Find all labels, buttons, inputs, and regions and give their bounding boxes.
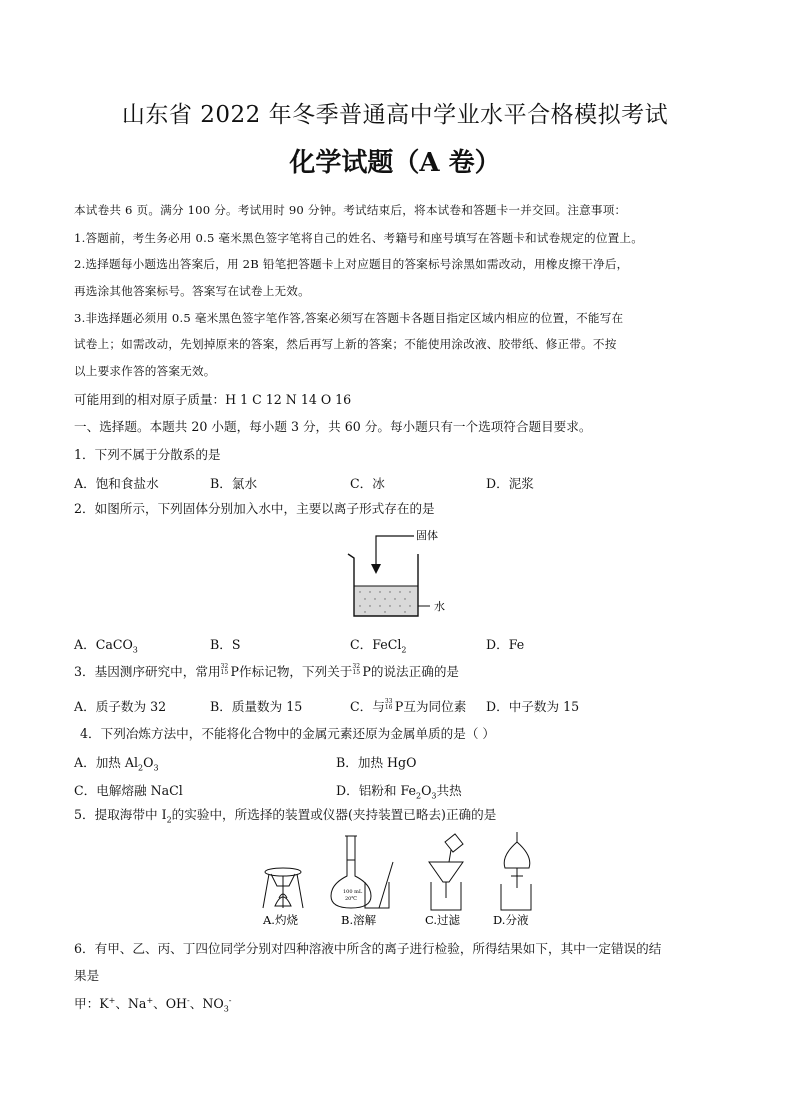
q3-stem: 3．基因测序研究中，常用 32 15 P作标记物，下列关于 32 15 P的说法正确的是 — [74, 663, 460, 679]
q4-option-b[interactable]: B．加热 HgO — [336, 755, 417, 770]
q4-options-row-2 — [74, 780, 734, 801]
flask-temperature-label: 20℃ — [345, 896, 357, 902]
isotope-notation: 33 16 — [384, 698, 393, 711]
isotope-notation: 32 15 — [352, 663, 361, 676]
notice-item-3-line-1: 3.非选择题必须用 0.5 毫米黑色签字笔作答,答案必须写在答题卡各题目指定区域内相应的位置，不能写在 — [74, 311, 624, 325]
q6-stem-line-1: 6．有甲、乙、丙、丁四位同学分别对四种溶液中所含的离子进行检验，所得结果如下，其中一定错误的结 — [74, 941, 662, 956]
q1-option-c[interactable]: C．冰 — [350, 476, 385, 491]
separatory-apparatus — [501, 832, 531, 910]
arrow-line — [376, 536, 414, 568]
beaker-figure — [340, 524, 480, 630]
q1-stem: 1．下列不属于分散系的是 — [74, 447, 221, 462]
figure-label-solid: 固体 — [416, 529, 438, 542]
notice-intro: 本试卷共 6 页。满分 100 分。考试用时 90 分钟。考试结束后，将本试卷和答题卡一并交回。注意事项： — [74, 203, 627, 217]
q2-options — [74, 634, 734, 655]
isotope-notation: 32 15 — [220, 663, 229, 676]
notice-item-2-line-1: 2.选择题每小题选出答案后，用 2B 铅笔把答题卡上对应题目的答案标号涂黑如需改动，用橡皮擦干净后， — [74, 257, 629, 271]
q4-option-d[interactable]: D．铝粉和 $Fe_2O_3$共热 — [336, 783, 462, 801]
water-fill — [354, 586, 418, 616]
notice-item-2-line-2: 再选涂其他答案标号。答案写在试卷上无效。 — [74, 284, 310, 298]
q2-option-d[interactable]: D．Fe — [486, 637, 525, 652]
q3-option-b[interactable]: B．质量数为 15 — [210, 699, 303, 714]
burning-apparatus — [263, 868, 303, 908]
caption-a: A.灼烧 — [263, 913, 298, 927]
dissolving-apparatus — [331, 836, 393, 908]
q4-option-c[interactable]: C．电解熔融 NaCl — [74, 783, 183, 798]
atomic-masses: 可能用到的相对原子质量：H 1 C 12 N 14 O 16 — [74, 392, 352, 407]
q6-stem-line-2: 果是 — [74, 968, 100, 983]
q3-option-d[interactable]: D．中子数为 15 — [486, 699, 580, 714]
q3-options — [74, 696, 734, 714]
section-1-heading: 一、选择题。本题共 20 小题，每小题 3 分，共 60 分。每小题只有一个选项符合题目要求。 — [74, 419, 592, 434]
q2-stem: 2．如图所示，下列固体分别加入水中，主要以离子形式存在的是 — [74, 501, 435, 516]
q2-option-a[interactable]: A．CaCO$_3$ — [74, 637, 138, 655]
q4-options-row-1 — [74, 752, 734, 773]
q5-stem: 5．提取海带中 $I_2$的实验中，所选择的装置或仪器(夹持装置已略去)正确的是 — [74, 807, 497, 825]
notice-item-3-line-3: 以上要求作答的答案无效。 — [74, 364, 216, 378]
q1-options — [74, 473, 734, 491]
q1-option-b[interactable]: B．氯水 — [210, 476, 258, 491]
q6-result-jia: 甲：K+、Na+、OH-、$NO_3^-$ — [74, 996, 232, 1014]
apparatus-figure — [255, 832, 535, 930]
q1-option-a[interactable]: A．饱和食盐水 — [74, 476, 159, 491]
notice-item-3-line-2: 试卷上；如需改动，先划掉原来的答案，然后再写上新的答案；不能使用涂改液、胶带纸、修正带。不按 — [74, 337, 617, 351]
q4-stem: 4．下列冶炼方法中，不能将化合物中的金属元素还原为金属单质的是（ ） — [80, 726, 496, 741]
q2-option-c[interactable]: C．FeCl$_2$ — [350, 637, 407, 655]
filtration-apparatus — [429, 834, 463, 910]
q1-option-d[interactable]: D．泥浆 — [486, 476, 534, 491]
q3-option-c[interactable]: C．与 33 16 P互为同位素 — [350, 698, 467, 714]
arrow-head — [371, 564, 381, 574]
exam-title: 山东省 2022 年冬季普通高中学业水平合格模拟考试 — [121, 102, 669, 128]
flask-volume-label: 100 mL — [343, 889, 363, 895]
q2-option-b[interactable]: B．S — [210, 637, 241, 652]
q4-option-a[interactable]: A．加热 $Al_2O_3$ — [74, 755, 159, 773]
exam-subtitle: 化学试题（A 卷） — [289, 148, 501, 178]
q3-option-a[interactable]: A．质子数为 32 — [74, 699, 167, 714]
caption-b: B.溶解 — [341, 913, 377, 927]
caption-c: C.过滤 — [425, 913, 461, 927]
caption-d: D.分液 — [493, 913, 529, 927]
notice-item-1: 1.答题前，考生务必用 0.5 毫米黑色签字笔将自己的姓名、考籍号和座号填写在答题卡和试卷规定的位置上。 — [74, 231, 643, 245]
figure-label-water: 水 — [434, 600, 445, 613]
